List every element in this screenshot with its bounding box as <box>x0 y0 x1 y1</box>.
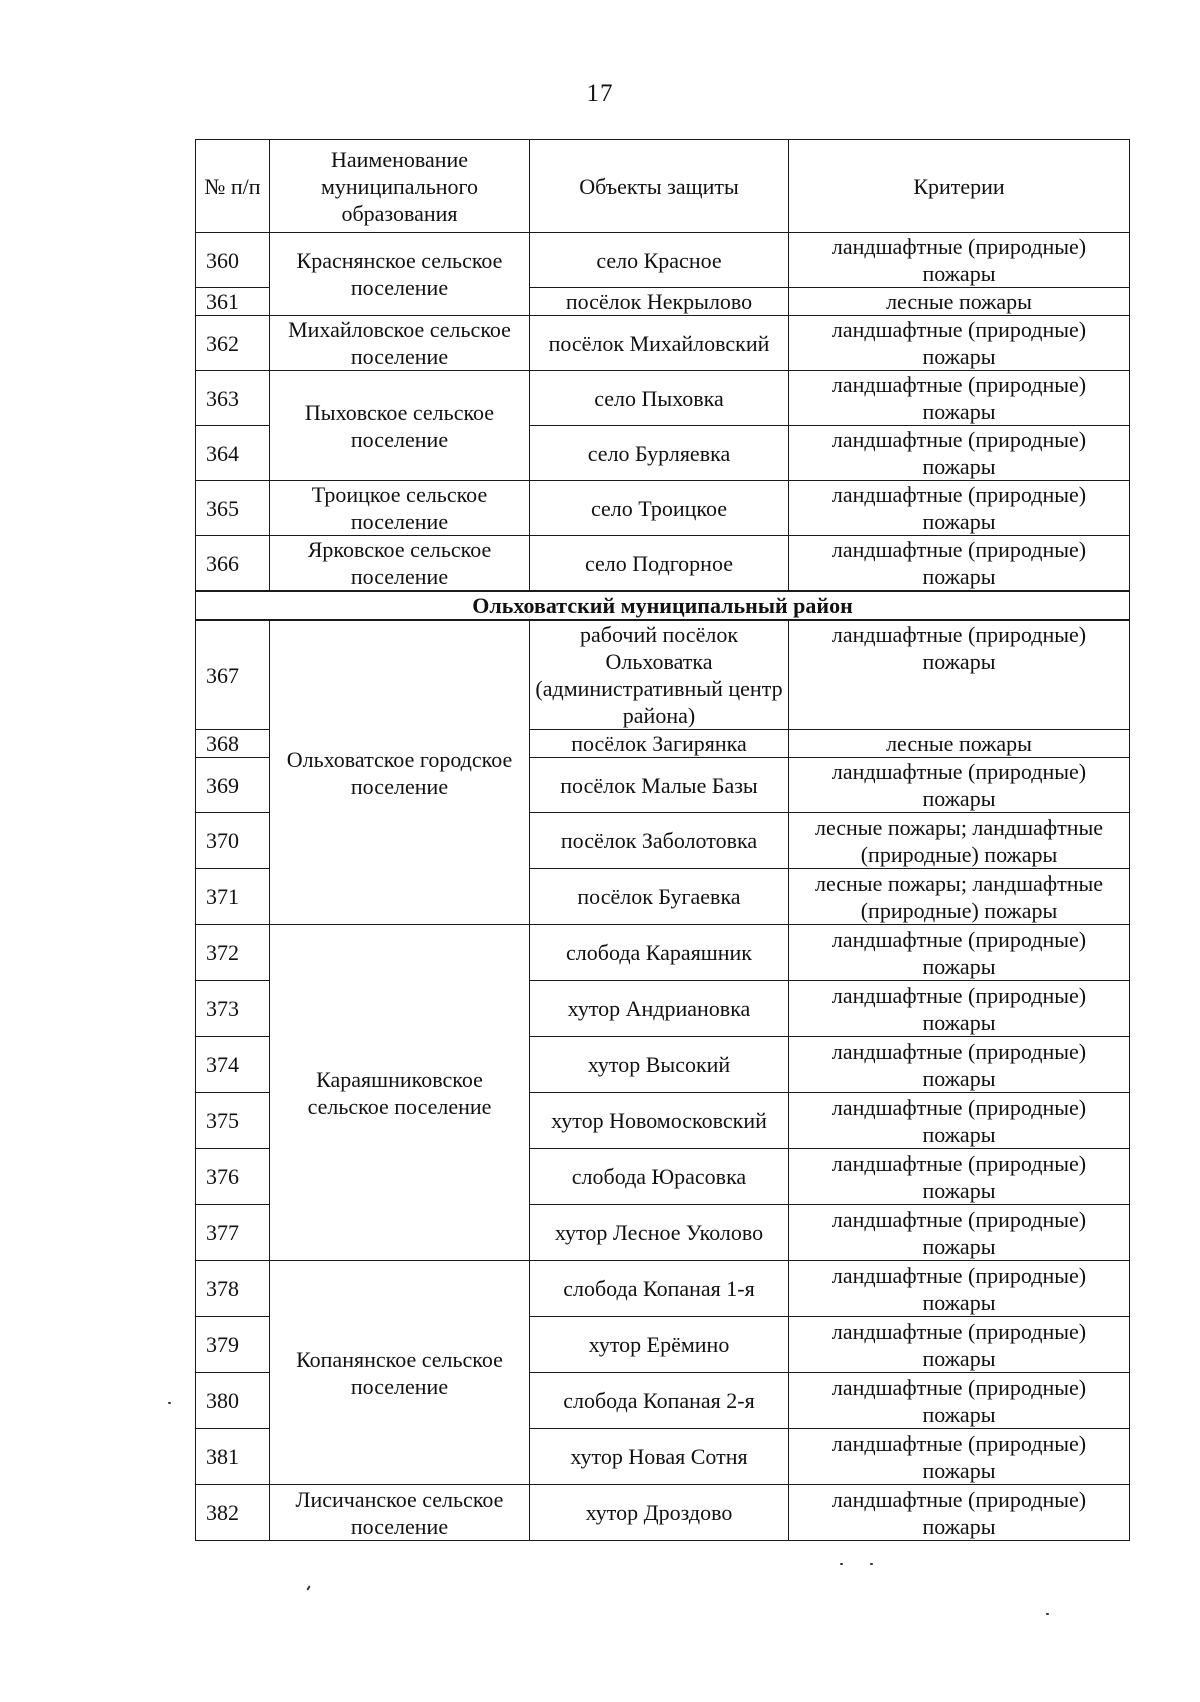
object-cell: село Троицкое <box>530 481 789 536</box>
object-cell: посёлок Михайловский <box>530 316 789 371</box>
row-number: 381 <box>196 1429 270 1485</box>
criteria-cell: лесные пожары; ландшафтные (природные) пожары <box>789 869 1130 925</box>
object-cell: рабочий посёлок Ольховатка (административный центр района) <box>530 620 789 730</box>
scan-speck <box>306 1585 310 1590</box>
row-number: 373 <box>196 981 270 1037</box>
scan-speck <box>840 1563 843 1565</box>
object-cell: посёлок Бугаевка <box>530 869 789 925</box>
criteria-cell: ландшафтные (природные) пожары <box>789 371 1130 426</box>
object-cell: хутор Андриановка <box>530 981 789 1037</box>
object-cell: хутор Дроздово <box>530 1485 789 1541</box>
criteria-cell: ландшафтные (природные) пожары <box>789 1373 1130 1429</box>
table-row <box>196 316 1130 371</box>
protection-objects-table <box>195 139 1130 1541</box>
criteria-cell: ландшафтные (природные) пожары <box>789 316 1130 371</box>
object-cell: село Подгорное <box>530 536 789 592</box>
row-number: 367 <box>196 620 270 730</box>
object-cell: село Бурляевка <box>530 426 789 481</box>
object-cell: село Красное <box>530 233 789 288</box>
row-number: 374 <box>196 1037 270 1093</box>
page-number: 17 <box>586 80 614 107</box>
row-number: 361 <box>196 288 270 316</box>
row-number: 380 <box>196 1373 270 1429</box>
row-number: 370 <box>196 813 270 869</box>
criteria-cell: ландшафтные (природные) пожары <box>789 1485 1130 1541</box>
criteria-cell: лесные пожары; ландшафтные (природные) пожары <box>789 813 1130 869</box>
row-number: 360 <box>196 233 270 288</box>
row-number: 365 <box>196 481 270 536</box>
object-cell: посёлок Некрылово <box>530 288 789 316</box>
scan-speck <box>870 1563 873 1565</box>
object-cell: хутор Новая Сотня <box>530 1429 789 1485</box>
object-cell: село Пыховка <box>530 371 789 426</box>
criteria-cell: ландшафтные (природные) пожары <box>789 1261 1130 1317</box>
district-heading: Ольховатский муниципальный район <box>196 591 1130 620</box>
criteria-cell: лесные пожары <box>789 288 1130 316</box>
object-cell: хутор Лесное Уколово <box>530 1205 789 1261</box>
object-cell: посёлок Загирянка <box>530 730 789 758</box>
row-number: 364 <box>196 426 270 481</box>
row-number: 372 <box>196 925 270 981</box>
table-row <box>196 233 1130 288</box>
criteria-cell: ландшафтные (природные) пожары <box>789 1149 1130 1205</box>
row-number: 368 <box>196 730 270 758</box>
header-criteria: Критерии <box>789 140 1130 233</box>
object-cell: слобода Юрасовка <box>530 1149 789 1205</box>
criteria-cell: ландшафтные (природные) пожары <box>789 925 1130 981</box>
scan-speck <box>168 1402 171 1404</box>
table-header-row <box>196 140 1130 233</box>
table-row <box>196 481 1130 536</box>
row-number: 369 <box>196 758 270 813</box>
table-row <box>196 1261 1130 1317</box>
row-number: 379 <box>196 1317 270 1373</box>
municipality-cell: Ярковское сельское поселение <box>270 536 530 592</box>
municipality-cell: Троицкое сельское поселение <box>270 481 530 536</box>
table-row <box>196 536 1130 592</box>
row-number: 366 <box>196 536 270 592</box>
criteria-cell: ландшафтные (природные) пожары <box>789 981 1130 1037</box>
municipality-cell: Лисичанское сельское поселение <box>270 1485 530 1541</box>
criteria-cell: ландшафтные (природные) пожары <box>789 426 1130 481</box>
criteria-cell: ландшафтные (природные) пожары <box>789 758 1130 813</box>
row-number: 362 <box>196 316 270 371</box>
object-cell: хутор Ерёмино <box>530 1317 789 1373</box>
table-row <box>196 620 1130 730</box>
municipality-cell: Караяшниковское сельское поселение <box>270 925 530 1261</box>
criteria-cell: ландшафтные (природные) пожары <box>789 1429 1130 1485</box>
criteria-cell: ландшафтные (природные) пожары <box>789 620 1130 730</box>
criteria-cell: ландшафтные (природные) пожары <box>789 481 1130 536</box>
object-cell: слобода Копаная 1-я <box>530 1261 789 1317</box>
object-cell: посёлок Заболотовка <box>530 813 789 869</box>
row-number: 376 <box>196 1149 270 1205</box>
table-row <box>196 925 1130 981</box>
header-municipality: Наименование муниципального образования <box>270 140 530 233</box>
table-row <box>196 371 1130 426</box>
row-number: 378 <box>196 1261 270 1317</box>
object-cell: хутор Высокий <box>530 1037 789 1093</box>
criteria-cell: ландшафтные (природные) пожары <box>789 233 1130 288</box>
object-cell: хутор Новомосковский <box>530 1093 789 1149</box>
criteria-cell: ландшафтные (природные) пожары <box>789 1205 1130 1261</box>
criteria-cell: лесные пожары <box>789 730 1130 758</box>
criteria-cell: ландшафтные (природные) пожары <box>789 1093 1130 1149</box>
header-object: Объекты защиты <box>530 140 789 233</box>
table-row <box>196 1485 1130 1541</box>
municipality-cell: Пыховское сельское поселение <box>270 371 530 481</box>
scan-speck <box>1046 1613 1049 1615</box>
criteria-cell: ландшафтные (природные) пожары <box>789 1037 1130 1093</box>
header-number: № п/п <box>196 140 270 233</box>
row-number: 371 <box>196 869 270 925</box>
municipality-cell: Михайловское сельское поселение <box>270 316 530 371</box>
criteria-cell: ландшафтные (природные) пожары <box>789 536 1130 592</box>
district-heading-row <box>196 591 1130 620</box>
criteria-cell: ландшафтные (природные) пожары <box>789 1317 1130 1373</box>
row-number: 375 <box>196 1093 270 1149</box>
row-number: 382 <box>196 1485 270 1541</box>
row-number: 377 <box>196 1205 270 1261</box>
municipality-cell: Ольховатское городское поселение <box>270 620 530 925</box>
municipality-cell: Краснянское сельское поселение <box>270 233 530 316</box>
object-cell: посёлок Малые Базы <box>530 758 789 813</box>
object-cell: слобода Караяшник <box>530 925 789 981</box>
municipality-cell: Копанянское сельское поселение <box>270 1261 530 1485</box>
row-number: 363 <box>196 371 270 426</box>
object-cell: слобода Копаная 2-я <box>530 1373 789 1429</box>
